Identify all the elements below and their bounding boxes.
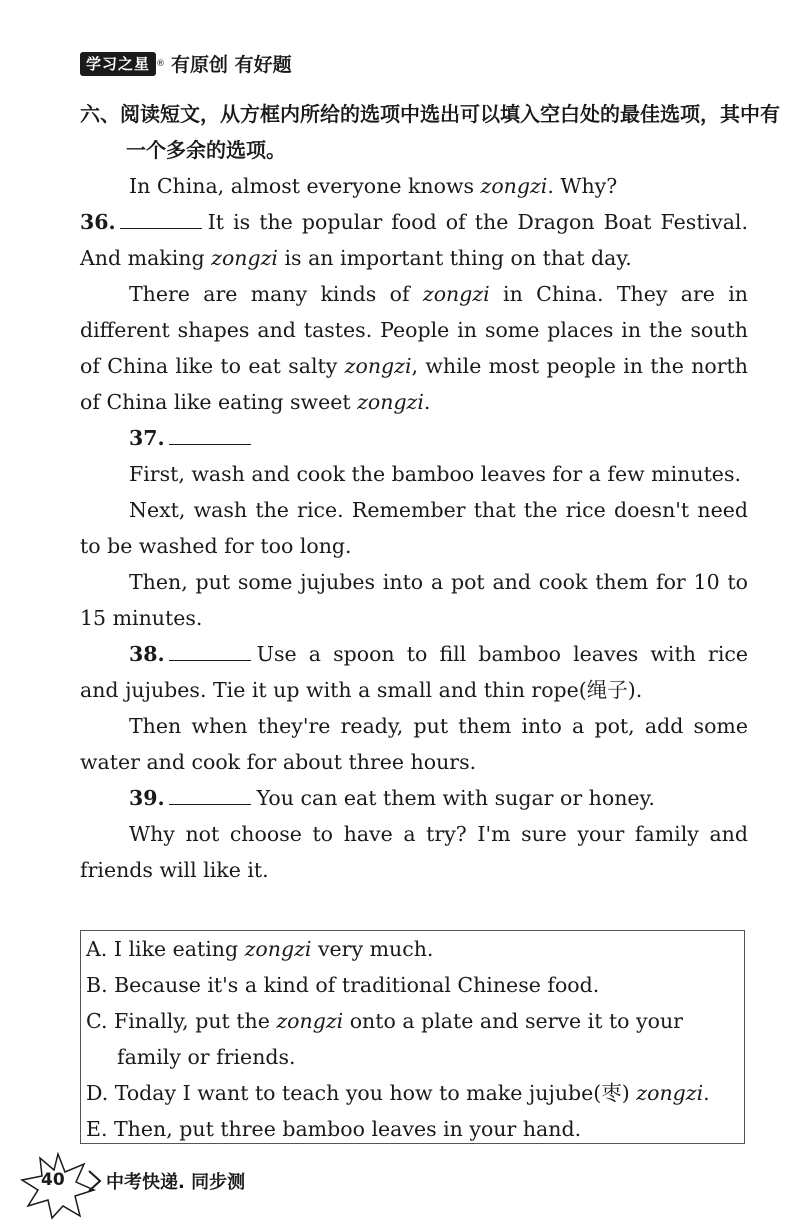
option-b: B. Because it's a kind of traditional Chinese food. [86,973,600,997]
paragraph-10: Why not choose to have a try? I'm sure your family and friends will like it. [80,822,748,882]
registered-mark: ® [156,58,166,69]
page-number: 40 [41,1170,65,1190]
paragraph-9: 39. You can eat them with sugar or honey. [129,786,655,810]
blank-39[interactable] [169,786,251,805]
question-39-number: 39. [129,786,165,810]
reading-passage [80,168,748,888]
option-e: E. Then, put three bamboo leaves in your hand. [86,1117,582,1141]
question-36-number: 36. [80,210,116,234]
footer-series-title: 中考快递. 同步测 [106,1172,246,1193]
page-footer [18,1150,318,1220]
paragraph-6: Then, put some jujubes into a pot and cook them for 10 to 15 minutes. [80,570,748,630]
option-a: A. I like eating zongzi very much. [86,937,434,961]
paragraph-2: 36. It is the popular food of the Dragon Boat Festival. And making zongzi is an important thing on that day. [80,210,748,270]
brand-slogan: 有原创 有好题 [171,54,292,76]
blank-36[interactable] [120,210,202,229]
option-c: C. Finally, put the zongzi onto a plate and serve it to your family or friends. [86,1009,683,1069]
question-38-number: 38. [129,642,165,666]
paragraph-1: In China, almost everyone knows zongzi. Why? [129,174,618,198]
section-title: 六、阅读短文，从方框内所给的选项中选出可以填入空白处的最佳选项，其中有一个多余的选项。 [80,102,780,162]
paragraph-4: First, wash and cook the bamboo leaves for a few minutes. [129,462,741,486]
paragraph-7: 38. Use a spoon to fill bamboo leaves with rice and jujubes. Tie it up with a small and thin rope(绳子). [80,642,748,702]
options-box [80,930,745,1144]
blank-38[interactable] [169,642,251,661]
paragraph-3: There are many kinds of zongzi in China. They are in different shapes and tastes. People in some places in the south of China like to eat salty zongzi, while most people in the north of China like eating sweet zongzi. [80,282,748,414]
brand-logo: 学习之星 [80,52,156,76]
blank-37[interactable] [169,426,251,445]
paragraph-8: Then when they're ready, put them into a pot, add some water and cook for about three hours. [80,714,748,774]
page-header [80,50,292,77]
chevron-right-icon [86,1168,104,1194]
paragraph-question-37 [80,420,748,456]
paragraph-5: Next, wash the rice. Remember that the rice doesn't need to be washed for too long. [80,498,748,558]
option-d: D. Today I want to teach you how to make jujube(枣) zongzi. [86,1081,710,1105]
question-37-number: 37. [129,426,165,450]
